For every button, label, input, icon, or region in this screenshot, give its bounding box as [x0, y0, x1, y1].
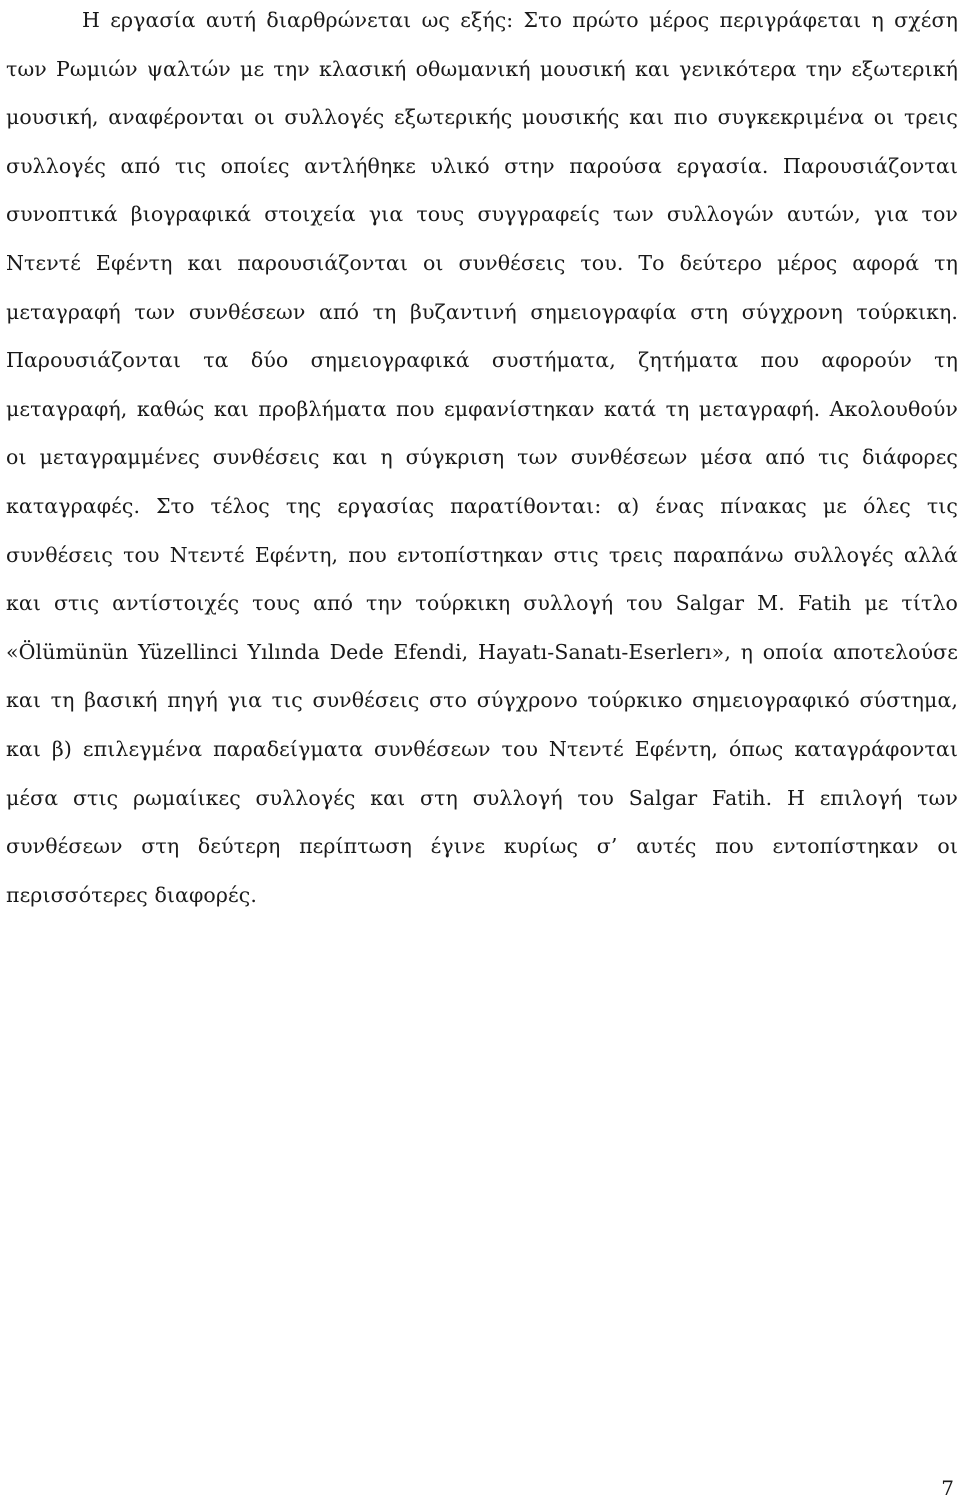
body-paragraph: Η εργασία αυτή διαρθρώνεται ως εξής: Στο πρώτο μέρος περιγράφεται η σχέση των Ρωμιών ψαλτών με την κλασική οθωμανική μουσική και γενικότερα την εξωτερική μουσική, αναφέρονται οι συλλογές εξωτερικής μουσικής και πιο συγκεκριμένα οι τρεις συλλογές από τις οποίες αντλήθηκε υλικό στην παρούσα εργασία. Παρουσιάζονται συνοπτικά βιογραφικά στοιχεία για τους συγγραφείς των συλλογών αυτών, για τον Ντεντέ Εφέντη και παρουσιάζονται οι συνθέσεις του. Το δεύτερο μέρος αφορά τη μεταγραφή των συνθέσεων από τη βυζαντινή σημειογραφία στη σύγχρονη τούρκικη. Παρουσιάζονται τα δύο σημειογραφικά συστήματα, ζητήματα που αφορούν τη μεταγραφή, καθώς και προβλήματα που εμφανίστηκαν κατά τη μεταγραφή. Ακολουθούν οι μεταγραμμένες συνθέσεις και η σύγκριση των συνθέσεων μέσα από τις διάφορες καταγραφές. Στο τέλος της εργασίας παρατίθονται: α) ένας πίνακας με όλες τις συνθέσεις του Ντεντέ Εφέντη, που εντοπίστηκαν στις τρεις παραπάνω συλλογές αλλά και στις αντίστοιχές τους από την τούρκικη συλλογή του Salgar M. Fatih με τίτλο «Ölümünün Yüzellinci Yılında Dede Efendi, Hayatı-Sanatı-Eserlerı», η οποία αποτελούσε και τη βασική πηγή για τις συνθέσεις στο σύγχρονο τούρκικο σημειογραφικό σύστημα, και β) επιλεγμένα παραδείγματα συνθέσεων του Ντεντέ Εφέντη, όπως καταγράφονται μέσα στις ρωμαίικες συλλογές και στη συλλογή του Salgar Fatih. Η επιλογή των συνθέσεων στη δεύτερη περίπτωση έγινε κυρίως σ’ αυτές που εντοπίστηκαν οι περισσότερες διαφορές. — [6, 8, 958, 907]
page-number: 7 — [941, 1476, 954, 1500]
